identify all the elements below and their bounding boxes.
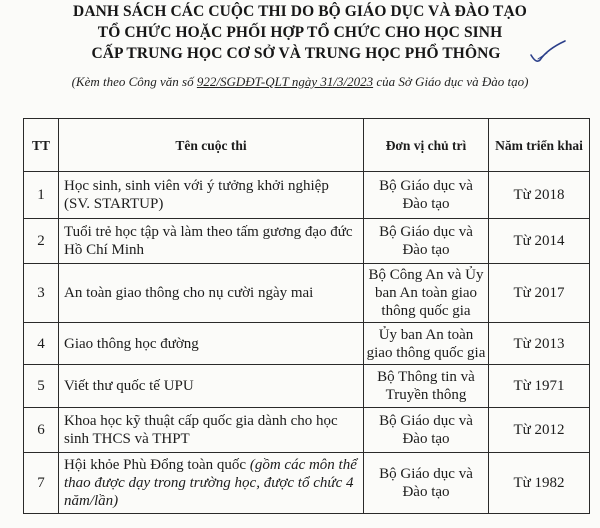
header-contest-name: Tên cuộc thi xyxy=(59,119,364,172)
header-host-unit: Đơn vị chủ trì xyxy=(364,119,489,172)
table-row xyxy=(24,264,590,323)
subtitle-reference: 922/SGDĐT-QLT ngày 31/3/2023 xyxy=(196,74,374,89)
host-unit: Ủy ban An toàn giao thông quốc gia xyxy=(364,323,489,365)
host-unit: Bộ Công An và Ủy ban An toàn giao thông quốc gia xyxy=(364,264,489,323)
start-year: Từ 2013 xyxy=(489,323,590,365)
table-row xyxy=(24,365,590,408)
contest-name-text: An toàn giao thông cho nụ cười ngày mai xyxy=(64,285,314,301)
host-unit: Bộ Giáo dục và Đào tạo xyxy=(364,172,489,219)
table-row xyxy=(24,172,590,219)
table-row xyxy=(24,219,590,264)
contest-name xyxy=(59,323,364,365)
contest-name xyxy=(59,408,364,453)
row-number: 1 xyxy=(24,172,59,219)
handwritten-check-mark xyxy=(528,38,568,68)
header-start-year: Năm triển khai xyxy=(489,119,590,172)
row-number: 7 xyxy=(24,453,59,514)
document-title-line-3: CẤP TRUNG HỌC CƠ SỞ VÀ TRUNG HỌC PHỔ THÔNG xyxy=(91,45,501,62)
contest-name-note: (gồm các môn thể thao được dạy trong trường học, được tổ chức 4 năm/lần) xyxy=(64,457,357,509)
contest-name-text: Khoa học kỹ thuật cấp quốc gia dành cho học sinh THCS và THPT xyxy=(64,413,338,447)
contest-name-text: Hội khỏe Phù Đổng toàn quốc xyxy=(64,457,250,473)
contest-name-text: Giao thông học đường xyxy=(64,335,199,352)
contest-table xyxy=(23,118,590,514)
document-subtitle xyxy=(0,74,600,90)
row-number: 2 xyxy=(24,219,59,264)
host-unit: Bộ Giáo dục và Đào tạo xyxy=(364,408,489,453)
subtitle-prefix: (Kèm theo Công văn số xyxy=(71,74,197,89)
table-row xyxy=(24,323,590,365)
header-tt: TT xyxy=(24,119,59,172)
contest-name xyxy=(59,219,364,264)
subtitle-suffix: của Sở Giáo dục và Đào tạo) xyxy=(373,74,529,89)
row-number: 6 xyxy=(24,408,59,453)
table-row xyxy=(24,408,590,453)
start-year: Từ 2012 xyxy=(489,408,590,453)
contest-name xyxy=(59,172,364,219)
document-title-line-1: DANH SÁCH CÁC CUỘC THI DO BỘ GIÁO DỤC VÀ ĐÀO TẠO xyxy=(73,3,527,20)
start-year: Từ 1982 xyxy=(489,453,590,514)
row-number: 3 xyxy=(24,264,59,323)
start-year: Từ 2017 xyxy=(489,264,590,323)
host-unit: Bộ Giáo dục và Đào tạo xyxy=(364,219,489,264)
row-number: 5 xyxy=(24,365,59,408)
contest-name-text: Viết thư quốc tế UPU xyxy=(64,378,194,394)
start-year: Từ 2018 xyxy=(489,172,590,219)
contest-name-text: Tuổi trẻ học tập và làm theo tấm gương đạo đức Hồ Chí Minh xyxy=(64,224,353,258)
document-title-line-2: TỔ CHỨC HOẶC PHỐI HỢP TỔ CHỨC CHO HỌC SINH xyxy=(97,24,503,41)
host-unit: Bộ Giáo dục và Đào tạo xyxy=(364,453,489,514)
contest-name xyxy=(59,365,364,408)
start-year: Từ 2014 xyxy=(489,219,590,264)
table-row xyxy=(24,453,590,514)
row-number: 4 xyxy=(24,323,59,365)
contest-name xyxy=(59,453,364,514)
host-unit: Bộ Thông tin và Truyền thông xyxy=(364,365,489,408)
start-year: Từ 1971 xyxy=(489,365,590,408)
contest-name-text: Học sinh, sinh viên với ý tưởng khởi nghiệp (SV. STARTUP) xyxy=(64,178,329,212)
table-header-row xyxy=(24,119,590,172)
contest-name xyxy=(59,264,364,323)
